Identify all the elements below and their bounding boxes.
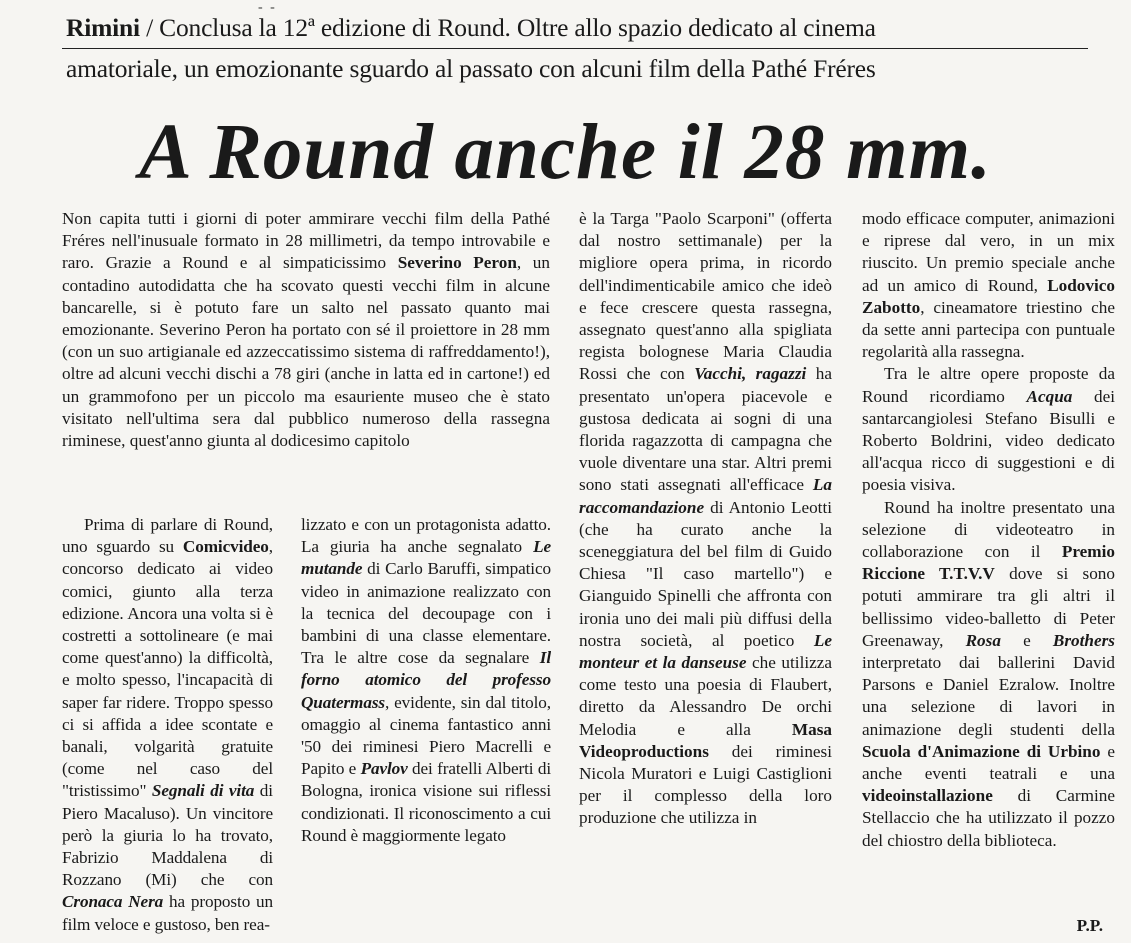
lead-text-1: Non capita tutti i giorni di poter ammirare vecchi film della Pathé Fréres nell'inusuale formato in 28 millimetri, da tempo introvabile e raro. Grazie a Round e al simpaticissimo xyxy=(62,209,550,273)
col3-title-vacchi: Vacchi, ragazzi xyxy=(694,364,807,384)
col3-text-3: di Antonio Leotti (che ha curato anche la sceneggiatura del bel film di Guido Chiesa "Il caso martello") e Gianguido Spinelli che affronta con ironia uno dei mali più diffusi della nostra società, al poetico xyxy=(579,497,832,650)
col4-p1-text-1: modo efficace computer, animazioni e riprese dal vero, in un mix riuscito. Un premio speciale anche ad un amico di Round, xyxy=(862,209,1115,295)
col1-title-segnali: Segnali di vita xyxy=(151,781,255,801)
col4-title-brothers: Brothers xyxy=(1052,630,1115,650)
col2-text-3: , evidente, sin dal titolo, omaggio al cinema fantastico anni '50 dei riminesi Piero Macrelli e Papito e xyxy=(301,692,551,779)
col4-bold-scuola: Scuola d'Animazione di Urbino xyxy=(862,741,1101,761)
col4-p1-text-2: , cineamatore triestino che da sette anni partecipa con puntuale regolarità alla rassegna. xyxy=(862,297,1115,362)
headline: A Round anche il 28 mm. xyxy=(139,109,992,196)
col1-text-2: , concorso dedicato ai video comici, giunto alla terza edizione. Ancora una volta si è costretti a sottolineare (e mai come quest'anno) la difficoltà, e molto spesso, l'incapacità di saper far ridere. Troppo spesso ci si affida a idee scontate e banali, volgarità gratuite (come nel caso del "tristissimo" xyxy=(62,537,273,801)
col4-bold-premio: Premio Riccione T.T.V.V xyxy=(862,542,1115,584)
kicker-text-1: Conclusa la 12ª edizione di Round. Oltre allo spazio dedicato al cinema xyxy=(159,13,876,42)
lead-paragraph xyxy=(62,208,550,518)
col3-title-raccomandazione: La raccomandazione xyxy=(579,475,832,517)
column-2 xyxy=(301,514,551,939)
col4-p2-text-2: dei santarcangiolesi Stefano Bisulli e Roberto Boldrini, video dedicato all'acqua ricco di suggestioni e di poesia visiva. xyxy=(862,386,1115,495)
col3-text-1: è la Targa "Paolo Scarponi" (offerta dal nostro settimanale) per la migliore opera prima, in ricordo dell'indimenticabile amico che ideò e fece crescere questa rassegna, assegnato quest'anno alla spigliata regista bolognese Maria Claudia Rossi che con xyxy=(579,209,832,384)
col4-p3-text-6: di Carmine Stellaccio che ha utilizzato il pozzo del chiostro della biblioteca. xyxy=(862,786,1115,850)
column-4 xyxy=(862,208,1115,939)
col1-text-4: ha proposto un film veloce e gustoso, ben rea- xyxy=(62,892,273,934)
signature: P.P. xyxy=(1076,915,1103,935)
kicker-line-2: amatoriale, un emozionante sguardo al passato con alcuni film della Pathé Fréres xyxy=(66,54,876,83)
col4-title-rosa: Rosa xyxy=(965,630,1001,650)
col3-text-2: ha presentato un'opera piacevole e gustosa dedicata ai sogni di una florida ragazzotta di campagna che vuole diventare una star. Altri premi sono stati assegnati all'efficace xyxy=(579,364,832,495)
col2-text-2: di Carlo Baruffi, simpatico video in animazione realizzato con la tecnica del decoupage con i bambini di una classe elementare. Tra le altre cose da segnalare xyxy=(301,559,551,668)
col4-p3-text-1: Round ha inoltre presentato una selezione di videoteatro in collaborazione con il xyxy=(862,497,1115,562)
col2-text-1: lizzato e con un protagonista adatto. La giuria ha anche segnalato xyxy=(301,515,551,557)
col4-title-acqua: Acqua xyxy=(1026,386,1073,406)
lead-text-2: , un contadino autodidatta che ha scovato questi vecchi film in alcune bancarelle, si è potuto fare un salto nel passato quanto mai emozionante. Severino Peron ha portato con sé il proiettore in 28 mm (con un suo artigianale ed azzeccatissimo sistema di raffreddamento!), oltre ad alcuni vecchi dischi a 78 giri (anche in latta ed in cartone!) ed un grammofono per un piccolo ma esauriente museo che è stato visitato nell'ultima sera dal pubblico numeroso della rassegna riminese, quest'anno giunta al dodicesimo capitolo xyxy=(62,253,550,451)
col3-text-5: dei riminesi Nicola Muratori e Luigi Castiglioni per il complesso della loro produzione che utilizza in xyxy=(579,741,832,828)
kicker-line-1 xyxy=(66,11,1086,45)
col2-title-pavlov: Pavlov xyxy=(360,759,408,779)
col2-title-mutande: Le mutande xyxy=(301,537,551,579)
col1-bold-comicvideo: Comicvideo xyxy=(182,537,269,557)
col4-p2-text-1: Tra le altre opere proposte da Round ricordiamo xyxy=(862,364,1115,406)
col3-title-monteur: Le monteur et la danseuse xyxy=(579,630,832,673)
col4-p3-text-5: e anche eventi teatrali e una xyxy=(862,741,1115,784)
col4-bold-zabotto: Lodovico Zabotto xyxy=(862,275,1115,317)
col4-p3-text-4: interpretato dai ballerini David Parsons e Daniel Ezralow. Inoltre una selezione di lavori in animazione degli studenti della xyxy=(862,653,1115,739)
col2-title-forno: Il forno atomico del professo Quatermass xyxy=(301,648,551,712)
col1-title-cronaca: Cronaca Nera xyxy=(62,892,164,912)
col4-p3-text-2: dove si sono potuti ammirare tra gli altri il bellissimo video-balletto di Peter Greenaway, xyxy=(862,564,1115,650)
col1-text-3: di Piero Macaluso). Un vincitore però la giuria lo ha trovato, Fabrizio Maddalena di Rozzano (Mi) che con xyxy=(62,781,273,890)
kicker-rule xyxy=(62,48,1088,49)
col3-bold-masa: Masa Videoproductions xyxy=(579,719,832,761)
col3-text-4: che utilizza come testo una poesia di Flaubert, diretto da Alessandro De orchi Melodia e alla xyxy=(579,653,832,739)
lead-name-bold: Severino Peron xyxy=(397,253,517,273)
column-3 xyxy=(579,208,832,939)
column-1 xyxy=(62,514,273,939)
col4-p3-text-3: e xyxy=(1000,630,1053,650)
col4-bold-videoinstallazione: videoinstallazione xyxy=(862,786,993,806)
col2-text-4: dei fratelli Alberti di Bologna, ironica visione sui riflessi condizionati. Il riconoscimento a cui Round è maggiormente legato xyxy=(301,759,551,845)
col1-text-1: Prima di parlare di Round, uno sguardo su xyxy=(62,515,273,557)
top-mark: - - xyxy=(258,0,277,15)
kicker-place: Rimini xyxy=(66,13,140,42)
kicker-slash: / xyxy=(139,13,160,42)
